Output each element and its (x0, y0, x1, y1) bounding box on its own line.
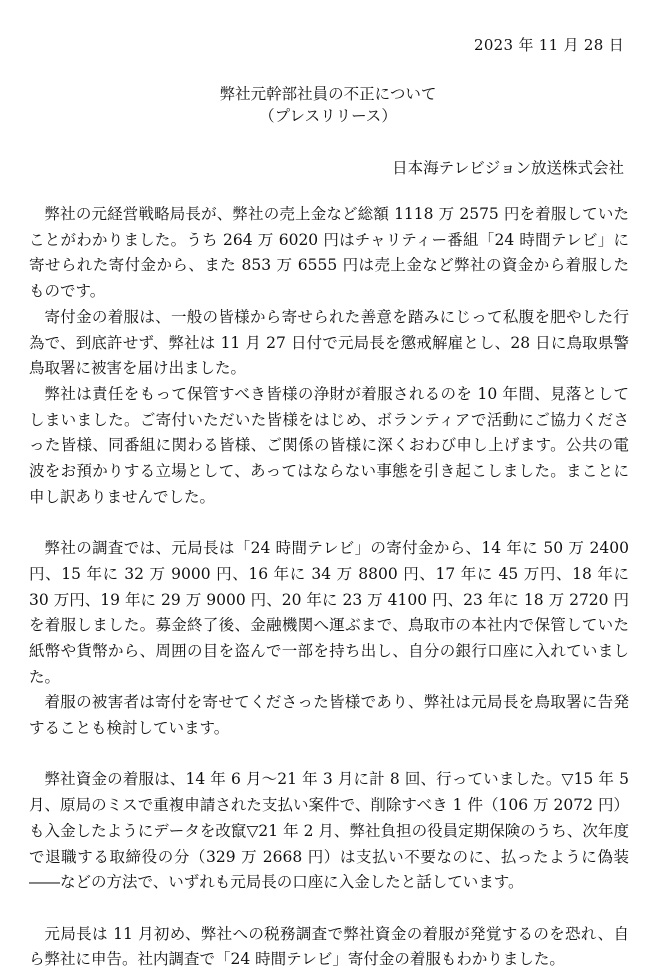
paragraph-spacer (29, 510, 629, 536)
paragraph-discovery: 元局長は 11 月初め、弊社への税務調査で弊社資金の着服が発覚するのを恐れ、自ら弊社に申告。社内調査で「24 時間テレビ」寄付金の着服もわかりました。 (29, 924, 629, 969)
paragraph-donation-embezzlement: 寄付金の着服は、一般の皆様から寄せられた善意を踏みにじって私腹を肥やした行為で、到底許せず、弊社は 11 月 27 日付で元局長を懲戒解雇とし、28 日に鳥取県警鳥取署に被害を届け出ました。 (29, 307, 629, 378)
paragraph-apology: 弊社は責任をもって保管すべき皆様の浄財が着服されるのを 10 年間、見落としてしまいました。ご寄付いただいた皆様をはじめ、ボランティアで活動にご協力くださった皆様、同番組に関わる皆様、ご関係の皆様に深くおわび申し上げます。公共の電波をお預かりする立場として、あってはならない事態を引き起こしました。まことに申し訳ありませんでした。 (29, 384, 629, 506)
paragraph-spacer (29, 896, 629, 922)
page-subtitle: （プレスリリース） (259, 107, 397, 125)
company-name: 日本海テレビジョン放送株式会社 (392, 159, 624, 177)
paragraph-victims: 着服の被害者は寄付を寄せてくださった皆様であり、弊社は元局長を鳥取署に告発することも検討しています。 (29, 693, 629, 738)
paragraph-investigation: 弊社の調査では、元局長は「24 時間テレビ」の寄付金から、14 年に 50 万 2400 円、15 年に 32 万 9000 円、16 年に 34 万 8800 円、17 年に 45 万円、18 年に 30 万円、19 年に 29 万 9000 円、20 年に 23 万 4100 円、23 年に 18 万 2720 円を着服しました。募金終了後、金融機関へ運ぶまで、鳥取市の本社内で保管していた紙幣や貨幣から、周囲の目を盗んで一部を持ち出し、自分の銀行口座に入れていました。 (29, 539, 629, 686)
paragraph-company-funds: 弊社資金の着服は、14 年 6 月～21 年 3 月に計 8 回、行っていました。▽15 年 5 月、原局のミスで重複申請された支払い案件で、削除すべき 1 件（106 万 2072 円）も入金したようにデータを改竄▽21 年 2 月、弊社負担の役員定期保険のうち、次年度で退職する取締役の分（329 万 2668 円）は支払い不要なのに、払ったように偽装――などの方法で、いずれも元局長の口座に入金したと話しています。 (29, 770, 629, 892)
page-title: 弊社元幹部社員の不正について (219, 85, 437, 103)
release-date: 2023 年 11 月 28 日 (474, 36, 624, 54)
paragraph-summary: 弊社の元経営戦略局長が、弊社の売上金など総額 1118 万 2575 円を着服していたことがわかりました。うち 264 万 6020 円はチャリティー番組「24 時間テレビ」に寄せられた寄付金から、また 853 万 6555 円は売上金など弊社の資金から着服したものです。 (29, 205, 629, 301)
paragraph-spacer (29, 742, 629, 768)
release-body (29, 202, 629, 973)
